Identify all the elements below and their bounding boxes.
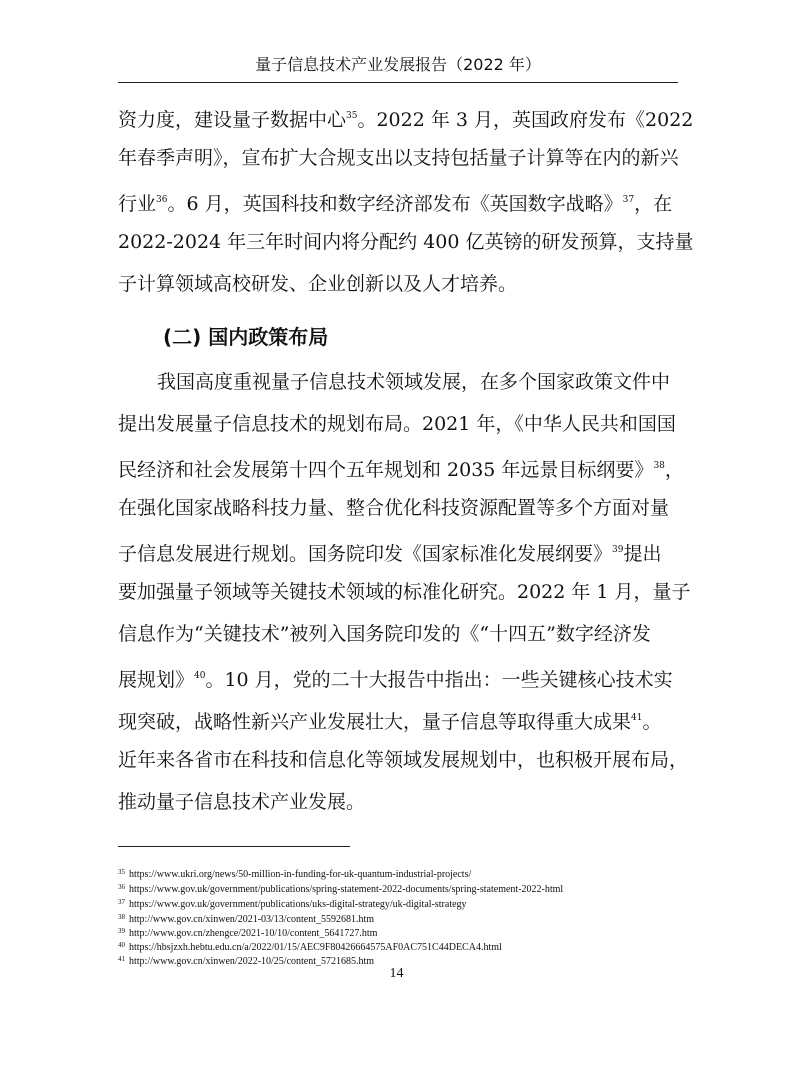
footnote-link[interactable]: https://hbsjzxh.hebtu.edu.cn/a/2022/01/15/AEC9F80426664575AF0AC751C44DECA4.html [129, 942, 502, 953]
text: 。10 月，党的二十大报告中指出：一些关键核心技术实 [205, 669, 673, 691]
para2-line-1 [157, 370, 670, 394]
para2-line-2 [118, 412, 676, 436]
text: ，在 [634, 193, 673, 215]
text: 提出 [623, 543, 662, 565]
footnote-link[interactable]: https://www.gov.uk/government/publications/uks-digital-strategy/uk-digital-strategy [129, 899, 467, 910]
footnote-number: 36 [118, 883, 125, 891]
text: 年春季声明》，宣布扩大合规支出以支持包括量子计算等在内的新兴 [118, 147, 679, 169]
section-heading: (二) 国内政策布局 [163, 325, 329, 349]
para2-line-5 [118, 538, 661, 566]
text: 资力度，建设量子数据中心 [118, 109, 347, 131]
text: 要加强量子领域等关键技术领域的标准化研究。2022 年 1 月，量子 [118, 581, 691, 603]
footnote-ref[interactable]: 40 [194, 671, 206, 681]
text: 2022-2024 年三年时间内将分配约 400 亿英镑的研发预算，支持量 [118, 231, 694, 253]
text: 。6 月，英国科技和数字经济部发布《英国数字战略》 [167, 193, 623, 215]
para1-line-2 [118, 146, 679, 170]
footnote-link[interactable]: http://www.gov.cn/xinwen/2022-10/25/content_5721685.htm [129, 956, 375, 967]
text: 信息作为“关键技术”被列入国务院印发的《“十四五”数字经济发 [118, 623, 651, 645]
para1-line-3 [118, 188, 672, 216]
text: 我国高度重视量子信息技术领域发展，在多个国家政策文件中 [157, 371, 671, 393]
footnote-divider [118, 846, 350, 847]
footnote-ref[interactable]: 38 [653, 461, 665, 471]
footnote-number: 39 [118, 927, 125, 935]
text: ， [664, 459, 684, 481]
para2-line-7 [118, 622, 651, 646]
para1-line-5 [118, 272, 517, 296]
para2-line-6 [118, 580, 691, 604]
page-number: 14 [389, 966, 404, 981]
footnote-link[interactable]: https://www.ukri.org/news/50-million-in-funding-for-uk-quantum-industrial-projects/ [129, 869, 472, 880]
text: 近年来各省市在科技和信息化等领域发展规划中，也积极开展布局， [118, 749, 689, 771]
footnote-item [118, 939, 502, 954]
para2-line-11 [118, 790, 365, 814]
text: 展规划》 [118, 669, 195, 691]
footnote-number: 35 [118, 868, 125, 876]
footnote-item [118, 896, 467, 911]
footnote-item [118, 866, 471, 881]
footnote-item [118, 881, 563, 896]
footnote-ref[interactable]: 35 [346, 111, 358, 121]
text: 现突破，战略性新兴产业发展壮大，量子信息等取得重大成果 [118, 711, 632, 733]
para2-line-3 [118, 454, 684, 482]
running-header [118, 52, 678, 83]
footnote-ref[interactable]: 37 [622, 195, 635, 205]
footnote-link[interactable]: https://www.gov.uk/government/publications/spring-statement-2022-documents/spring-statement-2022-html [129, 884, 564, 895]
footnote-ref[interactable]: 41 [631, 713, 643, 723]
text: 推动量子信息技术产业发展。 [118, 791, 366, 813]
text: 提出发展量子信息技术的规划布局。2021 年，《中华人民共和国国 [118, 413, 676, 435]
footnote-number: 41 [118, 955, 125, 963]
text: 。2022 年 3 月，英国政府发布《2022 [357, 109, 694, 131]
para2-line-9 [118, 706, 661, 734]
para2-line-10 [118, 748, 688, 772]
footnote-link[interactable]: http://www.gov.cn/zhengce/2021-10/10/content_5641727.htm [129, 928, 378, 939]
para2-line-4 [118, 496, 669, 520]
header-title: 量子信息技术产业发展报告（2022 年） [255, 55, 541, 74]
footnote-link[interactable]: http://www.gov.cn/xinwen/2021-03/13/content_5592681.htm [129, 914, 375, 925]
text: 。 [642, 711, 662, 733]
footnote-item [118, 925, 377, 940]
footnote-item [118, 911, 374, 926]
para1-line-4 [118, 230, 694, 254]
text: 子信息发展进行规划。国务院印发《国家标准化发展纲要》 [118, 543, 613, 565]
footnote-ref[interactable]: 39 [612, 545, 624, 555]
para1-line-1 [118, 104, 693, 132]
text: 行业 [118, 193, 157, 215]
text: 子计算领域高校研发、企业创新以及人才培养。 [118, 273, 518, 295]
text: 在强化国家战略科技力量、整合优化科技资源配置等多个方面对量 [118, 497, 670, 519]
footnote-number: 40 [118, 941, 125, 949]
text: 民经济和社会发展第十四个五年规划和 2035 年远景目标纲要》 [118, 459, 654, 481]
footnote-ref[interactable]: 36 [156, 195, 168, 205]
footnote-number: 37 [118, 898, 125, 906]
footnote-number: 38 [118, 913, 125, 921]
para2-line-8 [118, 664, 673, 692]
